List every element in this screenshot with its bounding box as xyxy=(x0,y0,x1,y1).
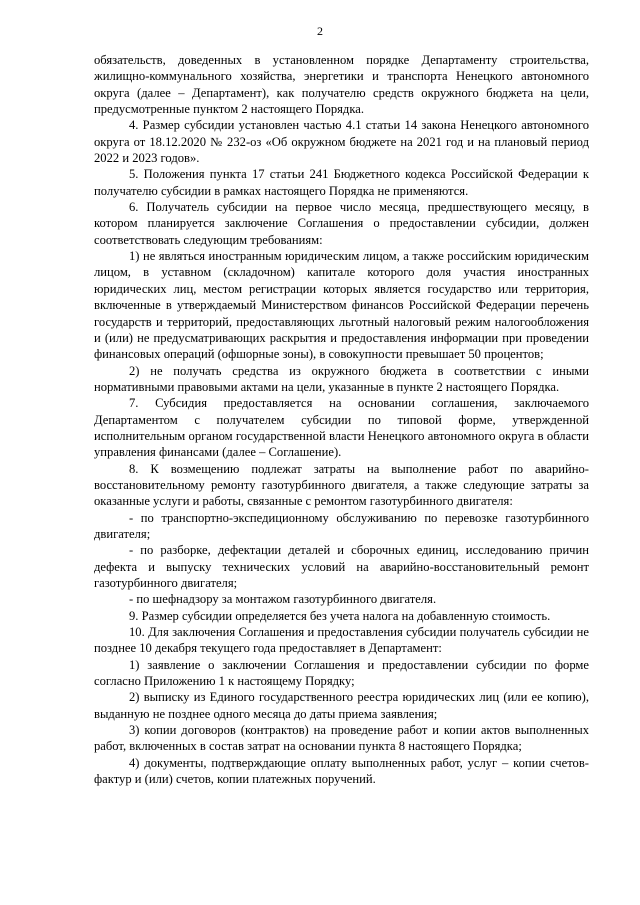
paragraph: 5. Положения пункта 17 статьи 241 Бюджетного кодекса Российской Федерации к получателю субсидии в рамках настоящего Порядка не применяются. xyxy=(94,167,589,198)
paragraph: 1) не являться иностранным юридическим лицом, а также российским юридическим лицом, в уставном (складочном) капитале которого доля участия иностранных юридических лиц, местом регистрации которых является государство или территория, включенные в утверждаемый Министерством финансов Российской Федерации перечень государств и территорий, предоставляющих льготный налоговый режим налогообложения и (или) не предусматривающих раскрытия и предоставления информации при проведении финансовых операций (офшорные зоны), в совокупности превышает 50 процентов; xyxy=(94,249,589,362)
paragraph: - по шефнадзору за монтажом газотурбинного двигателя. xyxy=(129,592,437,607)
paragraph: 4) документы, подтверждающие оплату выполненных работ, услуг – копии счетов-фактур и (или) счетов, копии платежных поручений. xyxy=(94,755,589,787)
paragraph: 2) не получать средства из окружного бюджета в соответствии с иными нормативными правовыми актами на цели, указанные в пункте 2 настоящего Порядка. xyxy=(94,363,589,394)
paragraph: 8. К возмещению подлежат затраты на выполнение работ по аварийно-восстановительному ремонту газотурбинного двигателя, а также следующие затраты за оказанные услуги и работы, связанные с ремонтом газотурбинного двигателя: xyxy=(94,461,589,509)
paragraph: - по разборке, дефектации деталей и сборочных единиц, исследованию причин дефекта и выпуску технических условий на аварийно-восстановительный ремонт газотурбинного двигателя; xyxy=(94,543,589,590)
paragraph: 4. Размер субсидии установлен частью 4.1 статьи 14 закона Ненецкого автономного округа от 18.12.2020 № 232-оз «Об окружном бюджете на 2021 год и на плановый период 2022 и 2023 годов». xyxy=(94,118,589,166)
page-number: 2 xyxy=(317,24,323,38)
paragraph: 7. Субсидия предоставляется на основании соглашения, заключаемого Департаментом с получателем субсидии по типовой форме, утвержденной исполнительным органом государственной власти Ненецкого автономного округа в области управления финансами (далее – Соглашение). xyxy=(94,396,589,460)
paragraph: - по транспортно-экспедиционному обслуживанию по перевозке газотурбинного двигателя; xyxy=(94,510,589,541)
paragraph: 6. Получатель субсидии на первое число месяца, предшествующего месяцу, в котором планируется заключение Соглашения о предоставлении субсидии, должен соответствовать следующим требованиям: xyxy=(94,200,589,247)
paragraph: 1) заявление о заключении Соглашения и предоставлении субсидии по форме согласно Приложению 1 к настоящему Порядку; xyxy=(94,657,589,689)
paragraph: 3) копии договоров (контрактов) на проведение работ и копии актов выполненных работ, включенных в состав затрат на основании пункта 8 настоящего Порядка; xyxy=(94,723,589,754)
paragraph: 10. Для заключения Соглашения и предоставления субсидии получатель субсидии не позднее 10 декабря текущего года предоставляет в Департамент: xyxy=(94,625,589,656)
paragraph: 9. Размер субсидии определяется без учета налога на добавленную стоимость. xyxy=(129,608,551,623)
paragraph: 2) выписку из Единого государственного реестра юридических лиц (или ее копию), выданную не позднее одного месяца до даты приема заявления; xyxy=(94,690,589,721)
document-body xyxy=(94,52,589,787)
paragraph: обязательств, доведенных в установленном порядке Департаменту строительства, жилищно-коммунального хозяйства, энергетики и транспорта Ненецкого автономного округа (далее – Департамент), как получателю средств окружного бюджета на цели, предусмотренные пунктом 2 настоящего Порядка. xyxy=(94,53,589,117)
